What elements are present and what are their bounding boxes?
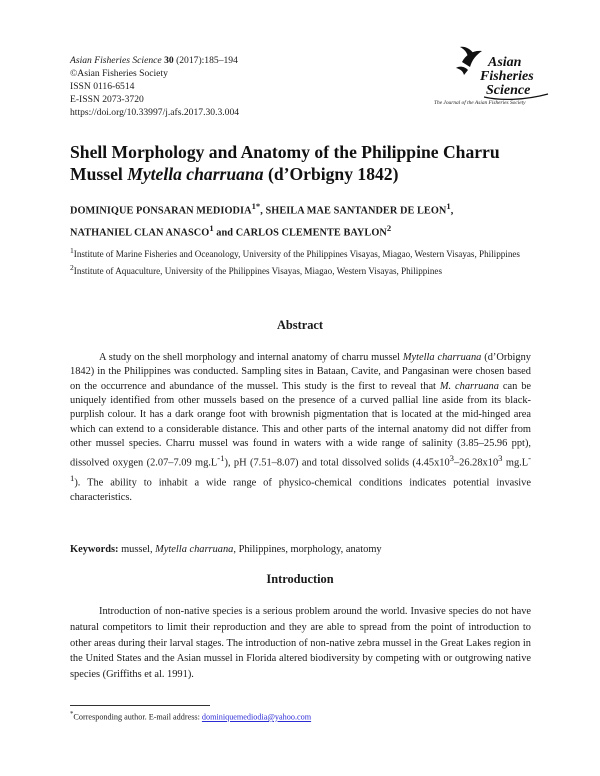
copyright-line: ©Asian Fisheries Society <box>70 68 168 80</box>
footnote-label: Corresponding author. E-mail address: <box>73 712 202 722</box>
affiliation-1 <box>70 244 542 261</box>
eissn-line: E-ISSN 2073-3720 <box>70 94 144 106</box>
journal-name: Asian Fisheries Science <box>70 55 162 66</box>
author-2-mark: 1 <box>446 201 451 211</box>
abstract-text: (d’Orbigny 1842) in the Philippines was conducted. Sampling sites in Bataan, Cavite, and Pangasinan were chosen based on the occurrence and abundance of the mussel. This study is the first to reveal that <box>70 352 531 392</box>
issn-line: ISSN 0116-6514 <box>70 81 135 93</box>
title-species: Mytella charruana <box>127 164 264 184</box>
abstract-text: ). The ability to inhabit a wide range of physico-chemical conditions indicates potential invasive characteristics. <box>70 477 531 504</box>
paper-title <box>70 141 540 185</box>
introduction-text: Introduction of non-native species is a serious problem around the world. Invasive species do not have natural competitors to limit their reproduction and they are able to spread from the point of introduction to other areas during their larval stages. The introduction of non-native zebra mussel in the Great Lakes region in the United States and the Asian mussel in Florida altered biodiversity by competing with or outgrowing native species (Griffiths et al. 1991). <box>70 606 531 680</box>
logo-caption: The Journal of the Asian Fisheries Society <box>434 100 526 106</box>
author-4-mark: 2 <box>386 222 392 233</box>
title-line-1: Shell Morphology and Anatomy of the Philippine Charru <box>70 142 500 162</box>
affiliations <box>70 244 542 278</box>
abstract-text: A study on the shell morphology and internal anatomy of charru mussel <box>99 352 403 363</box>
journal-year-pages: (2017):185–194 <box>176 55 238 66</box>
author-4: CARLOS CLEMENTE BAYLON <box>235 227 387 239</box>
author-3-mark: 1 <box>209 222 214 233</box>
doi-line[interactable]: https://doi.org/10.33997/j.afs.2017.30.3.004 <box>70 107 240 119</box>
abstract-superscript: 3 <box>449 453 454 464</box>
title-line-2-pre: Mussel <box>70 164 128 184</box>
abstract-heading: Abstract <box>276 318 324 332</box>
author-3: NATHANIEL CLAN ANASCO <box>70 227 210 239</box>
abstract-superscript: -1 <box>217 453 225 464</box>
abstract-text: mg.L <box>502 457 529 469</box>
author-separator: , <box>450 205 454 217</box>
abstract-species: M. charruana <box>439 380 499 392</box>
keywords-label: Keywords: <box>70 544 119 555</box>
affiliation-1-text: Institute of Marine Fisheries and Oceanology, University of the Philippines Visayas, Miagao, Western Visayas, Philippines <box>73 249 520 260</box>
abstract-species: Mytella charruana <box>402 352 482 363</box>
affiliation-2-mark: 2 <box>70 263 74 273</box>
abstract-superscript: 3 <box>498 453 503 464</box>
abstract-text: ), pH (7.51–8.07) and total dissolved solids (4.45x10 <box>224 457 450 469</box>
affiliation-2 <box>70 261 542 278</box>
journal-volume: 30 <box>164 55 174 66</box>
journal-info <box>70 54 239 119</box>
abstract-text: can be uniquely identified from other mussels based on the presence of a curved pallial line aside from its black-purplish colour. It has a dark orange foot with brownish pigmentation that is located at the mid-hinged area which can extend to a considerable distance. This and other parts of the internal anatomy did not differ from other mussel species. Charru mussel was found in waters with a wide range of salinity (3.85–25.96 ppt), dissolved oxygen (2.07–7.09 mg.L <box>70 380 532 469</box>
introduction-body <box>70 604 531 683</box>
title-line-2-post: (d’Orbigny 1842) <box>263 164 399 184</box>
abstract-text: –26.28x10 <box>453 457 499 469</box>
fish-logo-icon <box>456 47 482 75</box>
footnote-divider <box>70 705 210 706</box>
introduction-heading: Introduction <box>266 572 334 586</box>
keywords-text: , Philippines, morphology, anatomy <box>233 544 382 555</box>
affiliation-2-text: Institute of Aquaculture, University of the Philippines Visayas, Miagao, Western Visayas, Philippines <box>73 266 442 277</box>
abstract-body <box>70 351 531 505</box>
abstract-superscript: -1 <box>70 453 531 484</box>
keywords-species: Mytella charruana <box>155 544 234 555</box>
author-separator: , <box>260 205 266 217</box>
logo-word-1: Asian <box>488 55 522 70</box>
footnote-mark: * <box>70 711 74 718</box>
author-list <box>70 198 540 242</box>
author-2: SHEILA MAE SANTANDER DE LEON <box>265 205 447 217</box>
email-link[interactable]: dominiquemediodia@yahoo.com <box>201 712 312 722</box>
author-1: DOMINIQUE PONSARAN MEDIODIA <box>70 205 252 217</box>
keywords <box>70 544 540 555</box>
affiliation-1-mark: 1 <box>70 246 74 255</box>
keywords-text: mussel, <box>118 544 156 555</box>
author-and: and <box>213 227 236 239</box>
logo-word-3: Science <box>486 83 531 98</box>
logo-word-2: Fisheries <box>480 69 534 84</box>
author-1-mark: 1* <box>251 201 261 211</box>
citation-line <box>70 54 239 67</box>
footnote <box>70 711 311 722</box>
